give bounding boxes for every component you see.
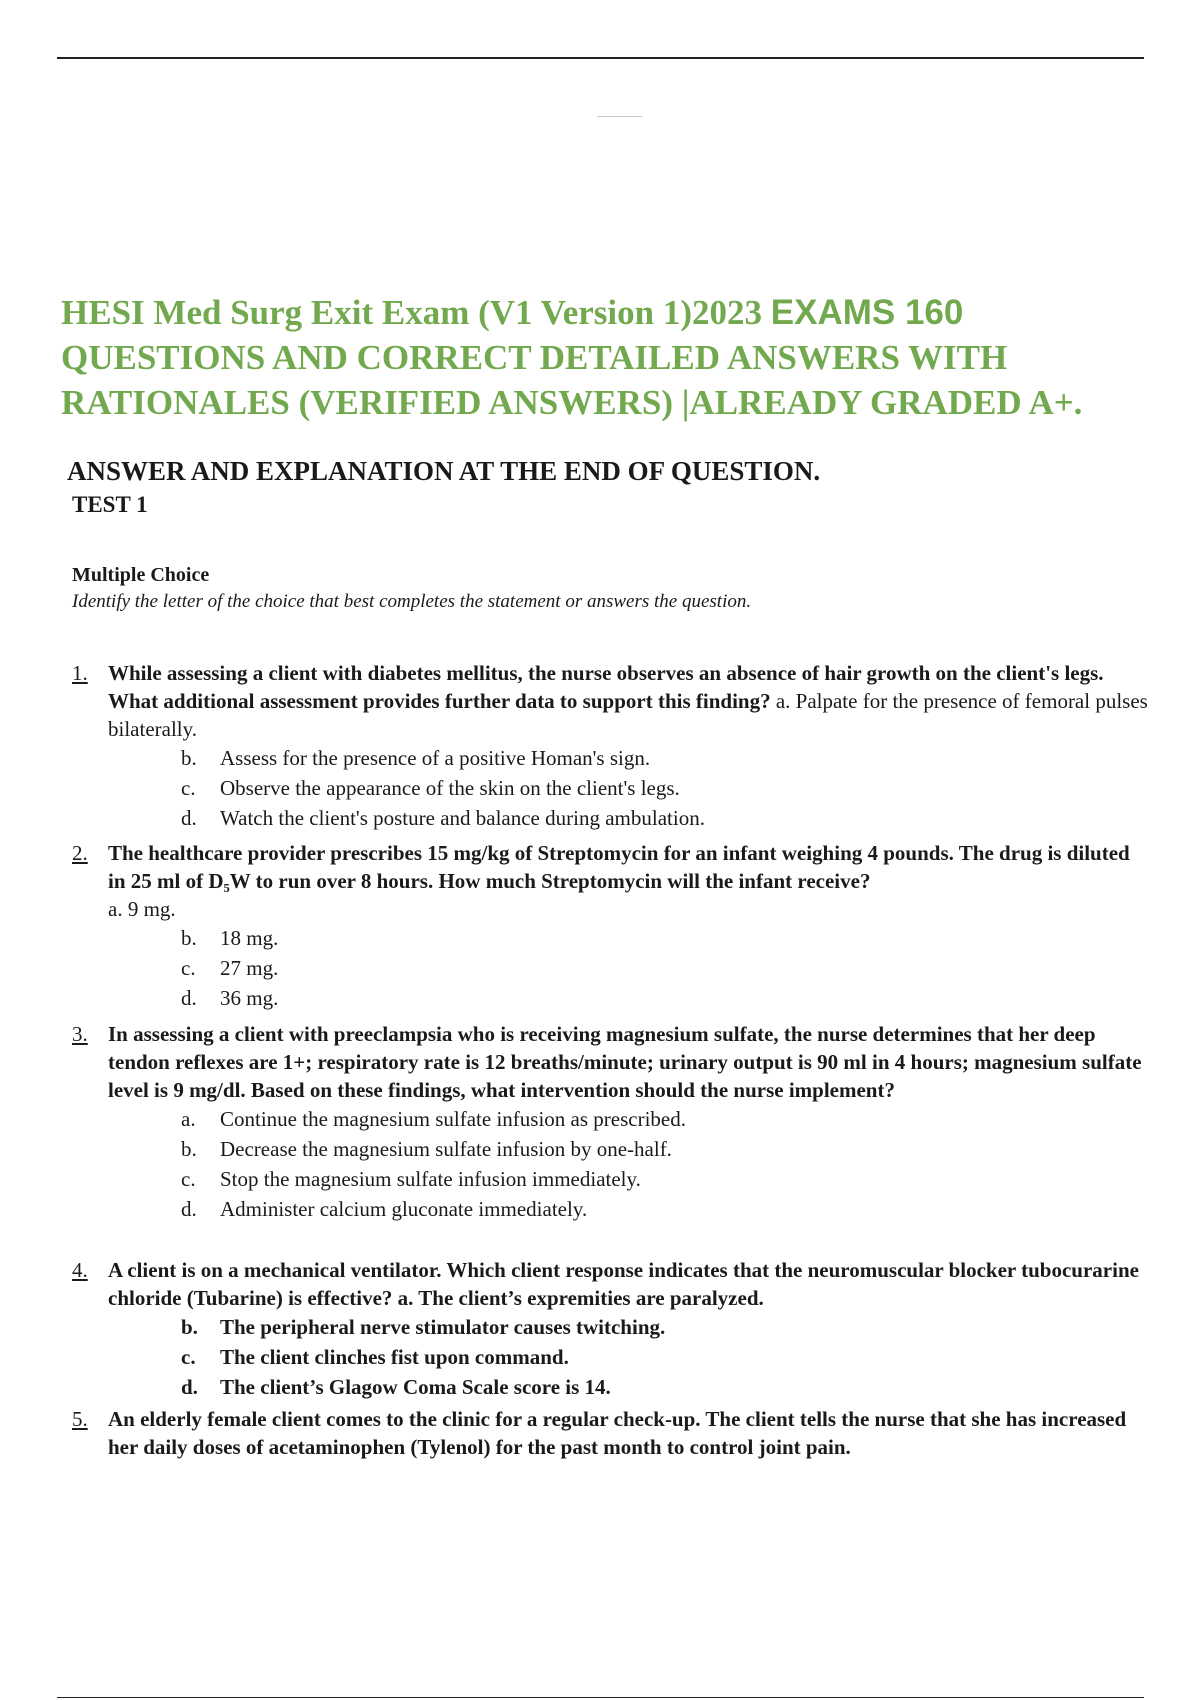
option-a-inline: a. 9 mg. [108, 897, 176, 921]
option-a: a. Continue the magnesium sulfate infusion as prescribed. [181, 1107, 686, 1131]
question-number: 5. [72, 1407, 88, 1431]
option-c: c. Observe the appearance of the skin on the client's legs. [181, 776, 680, 800]
option-c: c. 27 mg. [181, 956, 279, 980]
answer-heading: ANSWER AND EXPLANATION AT THE END OF QUESTION. [67, 456, 821, 486]
question-text: While assessing a client with diabetes mellitus, the nurse observes an absence of hair growth on the client's legs. What additional assessment provides further data to support this finding? a. Palpate for the presence of femoral pulses bilaterally. [108, 661, 1148, 741]
question-number: 2. [72, 841, 88, 865]
option-d: d. Administer calcium gluconate immediately. [181, 1197, 588, 1221]
question-3 [72, 1020, 1152, 1224]
option-d: d. Watch the client's posture and balance during ambulation. [181, 806, 705, 830]
option-b: b. Decrease the magnesium sulfate infusion by one-half. [181, 1137, 672, 1161]
question-text: A client is on a mechanical ventilator. Which client response indicates that the neuromuscular blocker tubocurarine chloride (Tubarine) is effective? a. The client’s expremities are paralyzed. [108, 1258, 1139, 1310]
option-d: d. 36 mg. [181, 986, 279, 1010]
option-b: b. 18 mg. [181, 926, 279, 950]
option-b: b. Assess for the presence of a positive Homan's sign. [181, 746, 651, 770]
section-instructions: Identify the letter of the choice that best completes the statement or answers the question. [72, 591, 752, 612]
title-line-3: RATIONALES (VERIFIED ANSWERS) |ALREADY GRADED A+. [61, 383, 1083, 422]
question-number: 3. [72, 1022, 88, 1046]
question-text: In assessing a client with preeclampsia who is receiving magnesium sulfate, the nurse determines that her deep tendon reflexes are 1+; respiratory rate is 12 breaths/minute; urinary output is 90 ml in 4 hours; magnesium sulfate level is 9 mg/dl. Based on these findings, what intervention should the nurse implement? [108, 1022, 1142, 1102]
document-title [61, 290, 1161, 425]
title-line-2: QUESTIONS AND CORRECT DETAILED ANSWERS WITH [61, 338, 1008, 377]
question-number: 4. [72, 1258, 88, 1282]
header-dash [597, 116, 642, 117]
bottom-rule [57, 1697, 1144, 1698]
question-text: The healthcare provider prescribes 15 mg/kg of Streptomycin for an infant weighing 4 pounds. The drug is diluted in 25 ml of D₅W to run over 8 hours. How much Streptomycin will the infant receive? [108, 841, 1130, 893]
question-5 [72, 1405, 1152, 1461]
question-2 [72, 839, 1152, 1013]
test-label: TEST 1 [72, 492, 148, 517]
option-b: b. The peripheral nerve stimulator causes twitching. [181, 1315, 666, 1339]
option-c: c. The client clinches fist upon command. [181, 1345, 569, 1369]
section-title: Multiple Choice [72, 564, 210, 586]
question-number: 1. [72, 661, 88, 685]
question-4 [72, 1256, 1152, 1402]
top-rule [57, 57, 1144, 59]
question-text: An elderly female client comes to the clinic for a regular check-up. The client tells the nurse that she has increased her daily doses of acetaminophen (Tylenol) for the past month to control joint pain. [108, 1407, 1127, 1459]
option-a-inline: a. Palpate for the presence of femoral pulses bilaterally. [108, 689, 1148, 741]
question-1 [72, 659, 1152, 833]
option-c: c. Stop the magnesium sulfate infusion immediately. [181, 1167, 641, 1191]
option-d: d. The client’s Glagow Coma Scale score is 14. [181, 1375, 611, 1399]
title-line-1: HESI Med Surg Exit Exam (V1 Version 1)2023 EXAMS 160 [61, 293, 964, 332]
